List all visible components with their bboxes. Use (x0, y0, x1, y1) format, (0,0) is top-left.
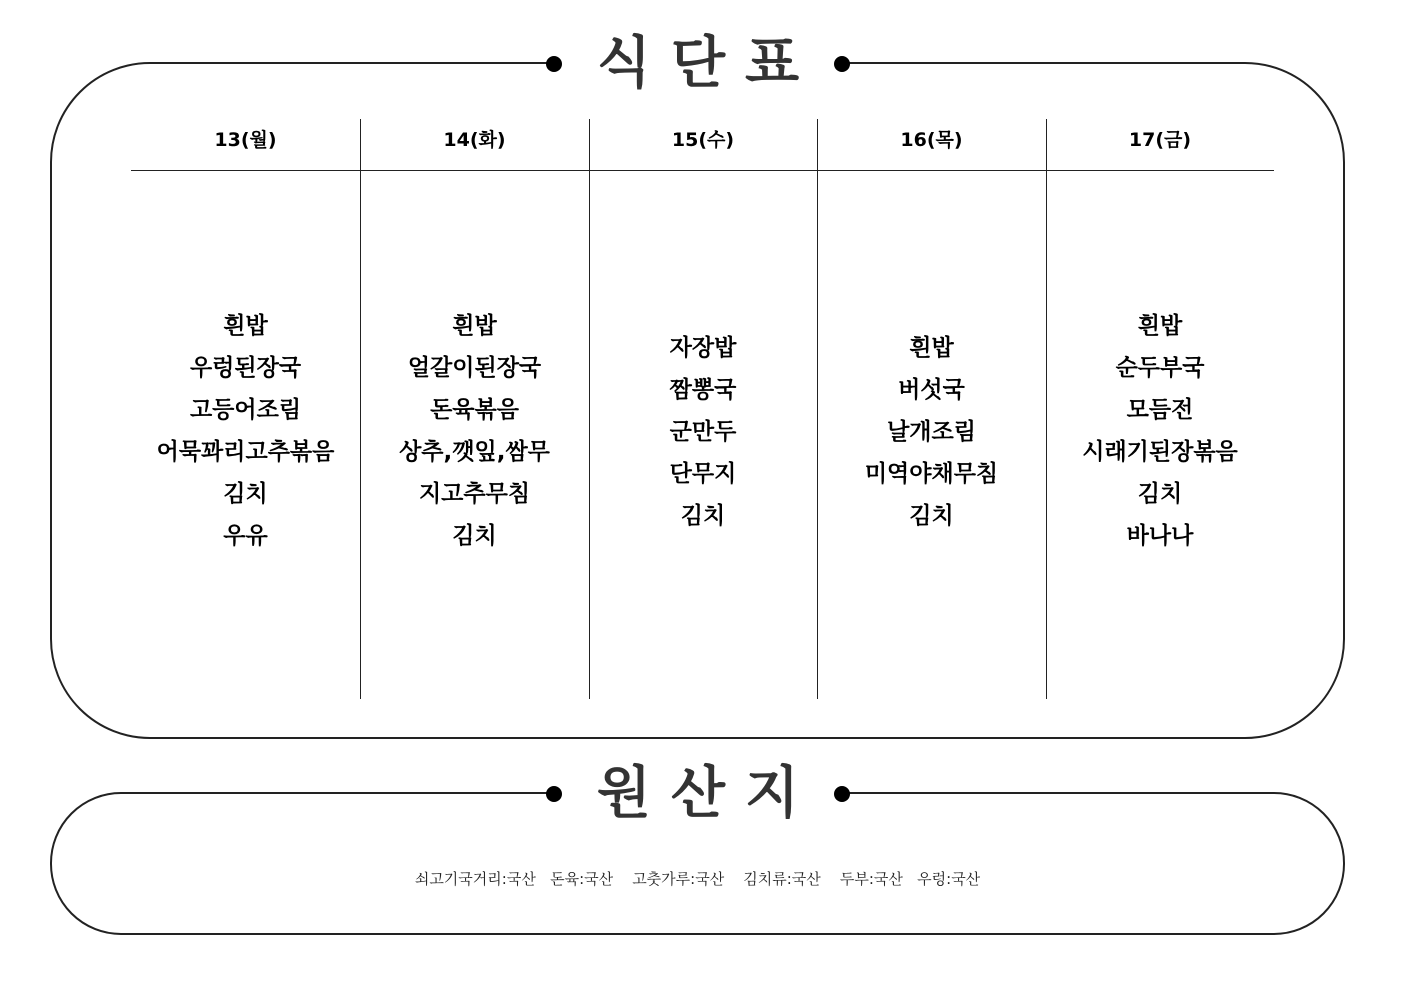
dish-item: 짬뽕국 (669, 377, 737, 403)
dish-item: 김치 (680, 503, 726, 529)
origin-info: 쇠고기국거리:국산 돈육:국산 고춧가루:국산 김치류:국산 두부:국산 우렁:국산 (414, 870, 981, 888)
menu-title-bar (550, 31, 846, 96)
menu-title: 식단표 (596, 31, 820, 96)
dish-list (1046, 305, 1274, 557)
dish-item: 김치 (1137, 481, 1183, 507)
dish-list (817, 327, 1046, 537)
day-column-fri (1046, 119, 1274, 699)
dish-item: 김치 (452, 523, 497, 549)
dish-list (589, 327, 817, 537)
dish-item: 흰밥 (1137, 313, 1183, 339)
day-column-tue (360, 119, 589, 699)
bullet-dot-icon (834, 786, 850, 802)
dish-item: 상추,깻잎,쌈무 (399, 439, 550, 465)
dish-item: 어묵꽈리고추볶음 (156, 439, 335, 465)
day-column-mon (131, 119, 360, 699)
dish-item: 고등어조림 (189, 397, 302, 423)
dish-item: 김치 (909, 503, 954, 529)
dish-item: 바나나 (1126, 523, 1194, 549)
day-header: 15(수) (671, 129, 735, 151)
day-header: 13(월) (214, 129, 277, 151)
dish-item: 군만두 (669, 419, 737, 445)
dish-item: 버섯국 (898, 377, 965, 403)
dish-item: 흰밥 (223, 313, 268, 339)
dish-item: 우유 (223, 523, 268, 549)
dish-item: 날개조림 (887, 419, 976, 445)
dish-item: 순두부국 (1115, 355, 1205, 381)
dish-list (131, 305, 360, 557)
dish-item: 모듬전 (1126, 397, 1194, 423)
bullet-dot-icon (546, 56, 562, 72)
dish-item: 흰밥 (452, 313, 497, 339)
dish-item: 자장밥 (669, 335, 737, 361)
dish-item: 얼갈이된장국 (407, 355, 542, 381)
day-column-thu (817, 119, 1046, 699)
dish-item: 흰밥 (909, 335, 954, 361)
dish-item: 돈육볶음 (430, 397, 519, 423)
day-header: 16(목) (900, 129, 963, 151)
dish-item: 우렁된장국 (189, 355, 302, 381)
origin-title: 원산지 (596, 761, 820, 826)
day-header: 17(금) (1128, 129, 1192, 151)
bullet-dot-icon (834, 56, 850, 72)
dish-list (360, 305, 589, 557)
day-header: 14(화) (443, 129, 506, 151)
dish-item: 김치 (223, 481, 268, 507)
bullet-dot-icon (546, 786, 562, 802)
dish-item: 시래기된장볶음 (1082, 439, 1238, 465)
dish-item: 미역야채무침 (864, 461, 999, 487)
menu-table (131, 119, 1274, 699)
dish-item: 지고추무침 (418, 481, 531, 507)
day-column-wed (589, 119, 817, 699)
dish-item: 단무지 (669, 461, 737, 487)
origin-title-bar (550, 761, 846, 826)
